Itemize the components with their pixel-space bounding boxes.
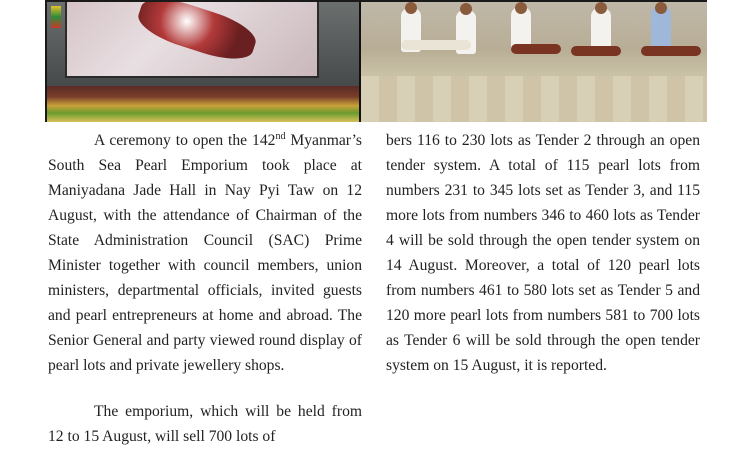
article-column-right: [386, 128, 700, 378]
table: [571, 46, 621, 56]
display-screen: [65, 2, 319, 78]
attendee-head: [655, 2, 667, 14]
table: [401, 40, 471, 50]
article-paragraph: A ceremony to open the 142nd Myanmar’s South Sea Pearl Emporium took place at Maniyadana Jade Hall in Nay Pyi Taw on 12 August, with the attendance of Chairman of the State Administration Council (SAC) Prime Minister together with council members, union ministers, departmental officials, invited guests and pearl entrepreneurs at home and abroad. The Senior General and party viewed round display of pearl lots and private jewellery shops.: [48, 131, 362, 374]
attendee-head: [595, 2, 607, 14]
article-paragraph: bers 116 to 230 lots as Tender 2 through an open tender system. A total of 115 pearl lots from numbers 231 to 345 lots set as Tender 3, and 115 more lots from numbers 346 to 460 lots as Tender 4 will be sold through the open tender system on 14 August. Moreover, a total of 120 pearl lots from numbers 461 to 580 lots set as Tender 5 and 120 more pearl lots from numbers 581 to 700 lots as Tender 6 will be sold through the open tender system on 15 August, it is reported.: [386, 132, 700, 374]
ceremony-screen-photo: [47, 2, 359, 122]
attendee-head: [405, 2, 417, 14]
flag-icon: [51, 6, 61, 28]
attendee-head: [515, 2, 527, 14]
attendee-head: [460, 3, 472, 15]
table: [641, 46, 701, 56]
stage-decoration: [47, 86, 359, 122]
pearl-jewellery-image: [133, 2, 260, 68]
article-column-left: [48, 128, 362, 449]
hall-floor: [361, 76, 707, 122]
table: [511, 44, 561, 54]
photo-strip: [45, 0, 707, 122]
article-paragraph: The emporium, which will be held from 12 to 15 August, will sell 700 lots of: [48, 403, 362, 445]
audience-photo: [361, 2, 707, 122]
